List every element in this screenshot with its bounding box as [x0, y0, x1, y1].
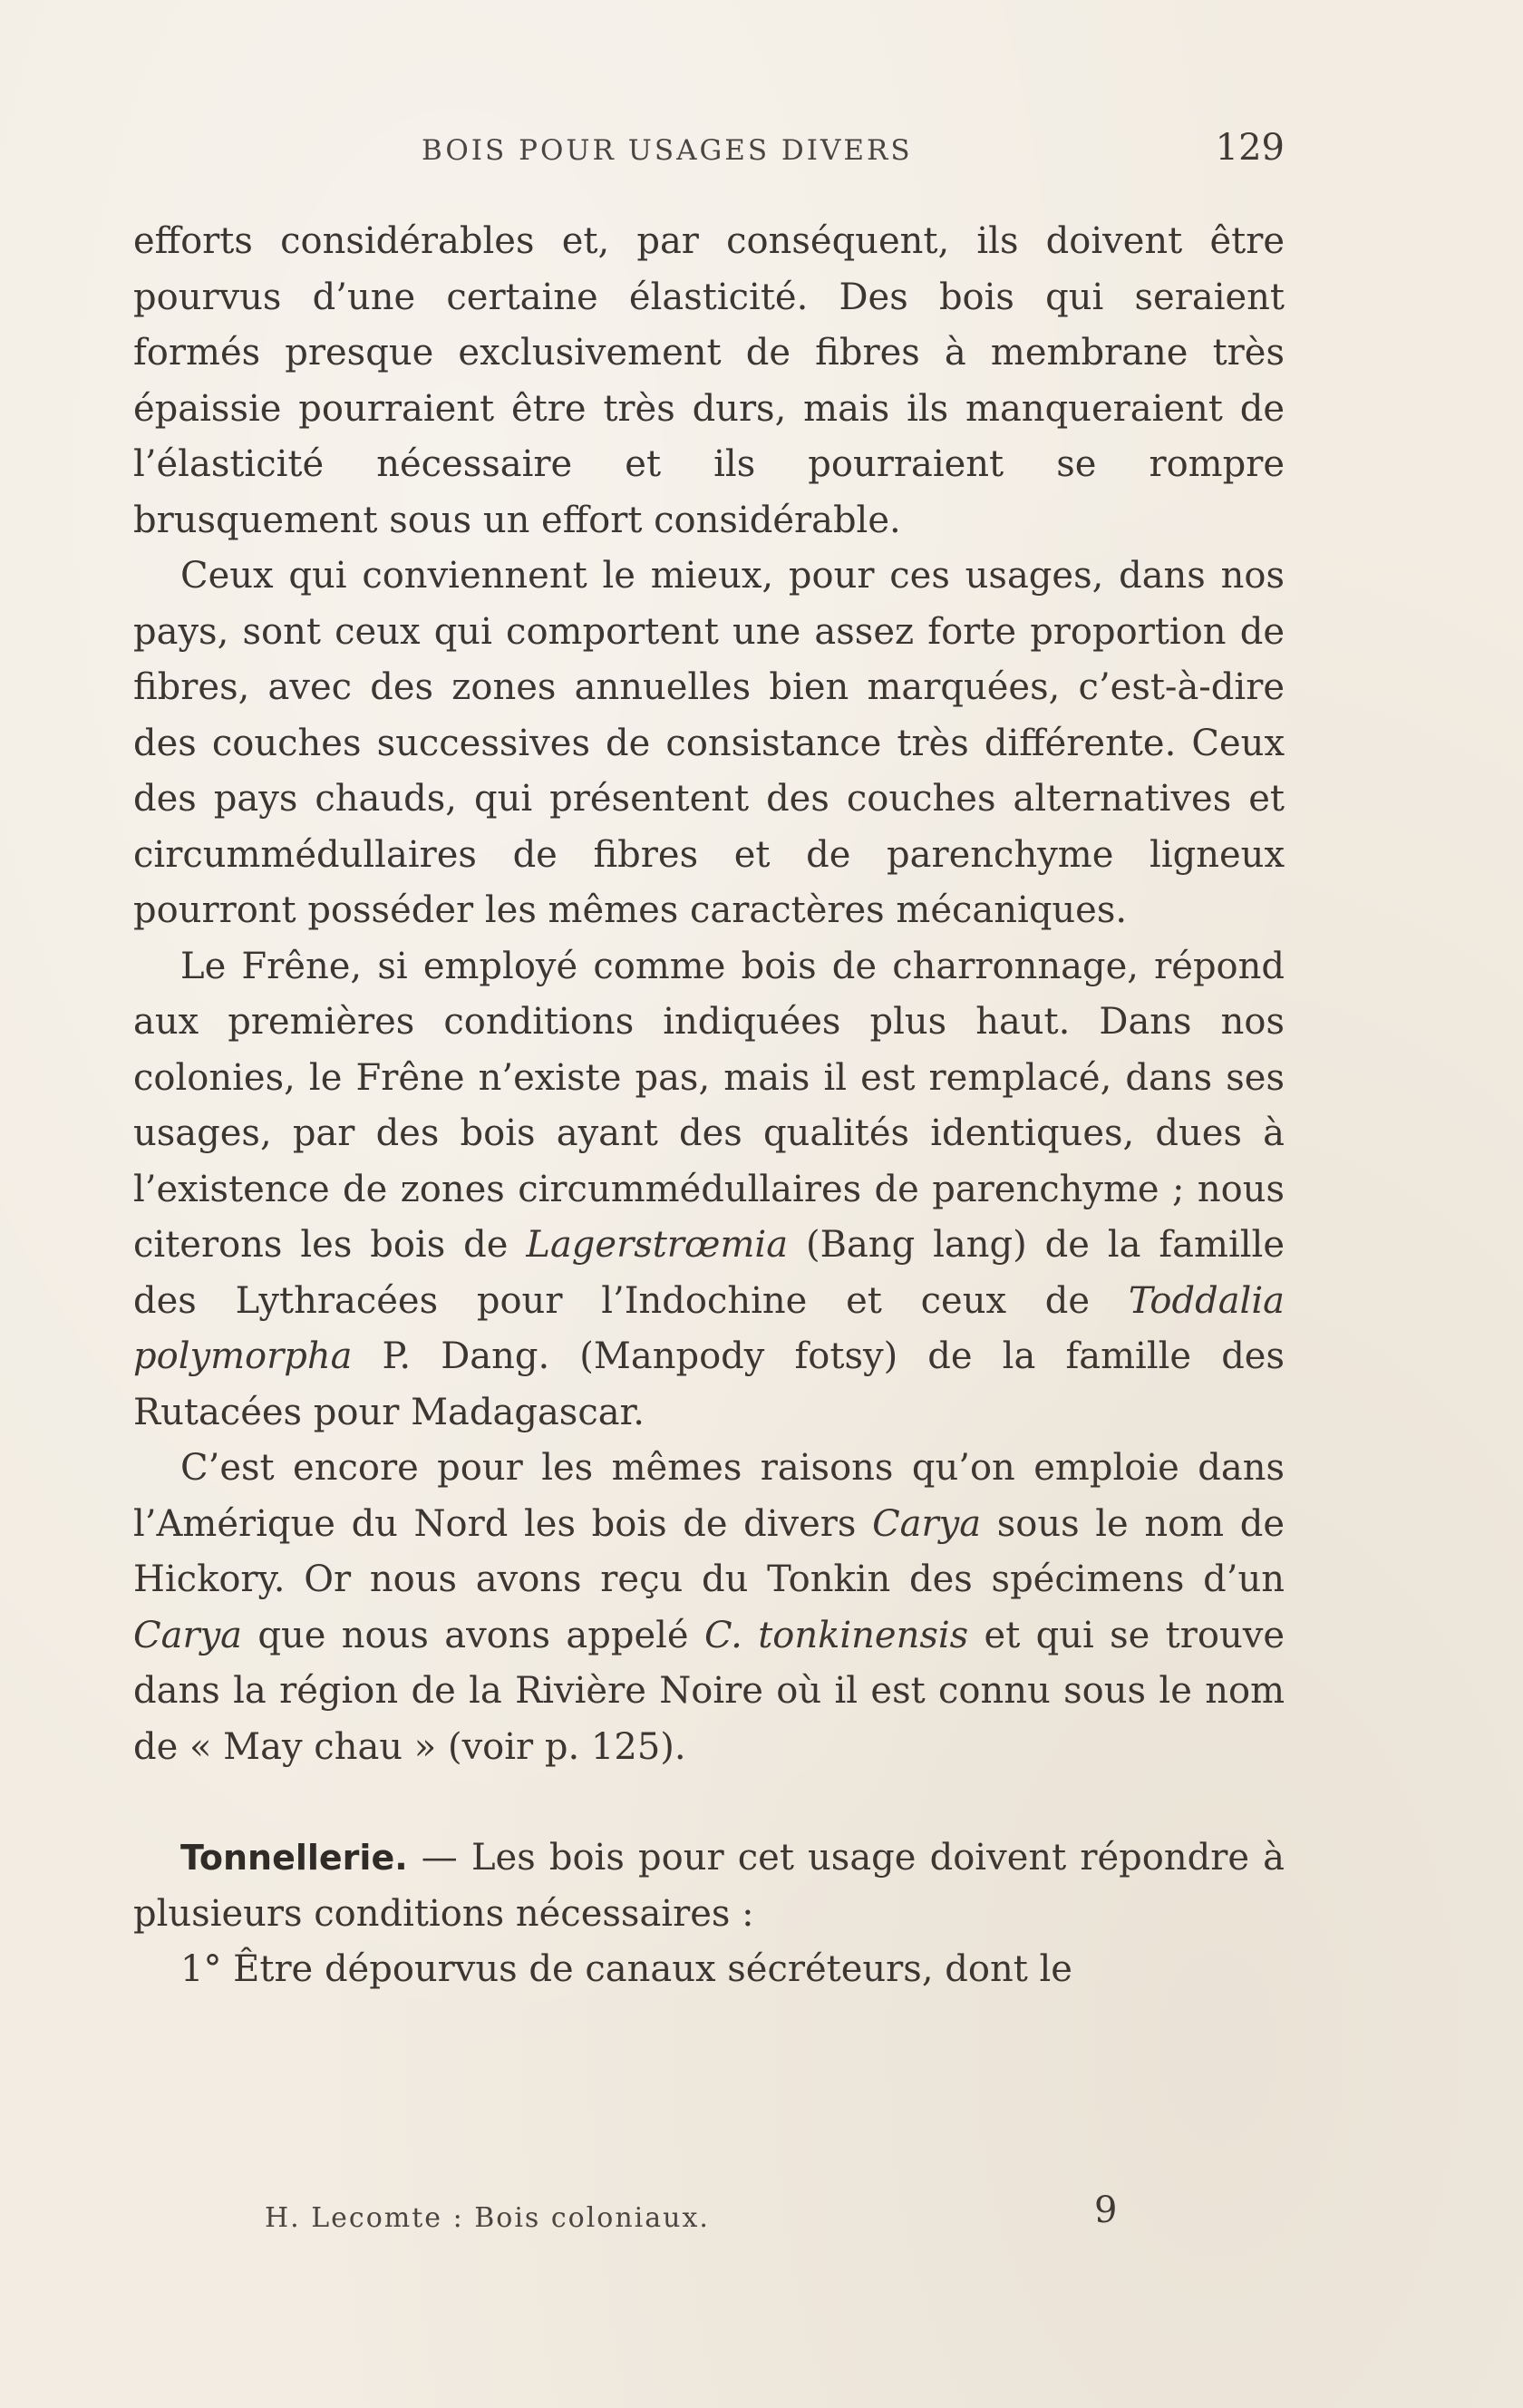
paragraph-5 [133, 1830, 1285, 1942]
paragraph-5-text: — Les bois pour cet usage doivent répondre à plusieurs conditions nécessaires : [133, 1837, 1285, 1935]
paragraph-3 [133, 939, 1285, 1442]
section-spacer [133, 1775, 1285, 1830]
footer-reference: H. Lecomte : Bois coloniaux. [265, 2202, 710, 2234]
paragraph-6: 1° Être dépourvus de canaux sécréteurs, dont le [180, 1948, 1072, 1990]
paragraph-4-text-a: C’est encore pour les mêmes raisons qu’on emploie dans l’Amérique du Nord les bois de divers [133, 1447, 1285, 1545]
paragraph-3-text-b: (Bang lang) de la famille des Lythracées pour l’Indochine et ceux de [133, 1224, 1285, 1322]
paragraph-4 [133, 1441, 1285, 1775]
page-header [133, 127, 1285, 181]
species-toddalia: Toddalia polymorpha [133, 1279, 1285, 1377]
paragraph-4-text-c: que nous avons appelé [242, 1614, 704, 1656]
section-title-tonnellerie: Tonnellerie. [180, 1838, 408, 1878]
paragraph-3-text-c: P. Dang. (Manpody fotsy) de la famille des Rutacées pour Madagascar. [133, 1335, 1285, 1433]
page-footer [133, 2190, 1285, 2244]
species-lagerstroemia: Lagerstrœmia [526, 1224, 789, 1266]
signature-number: 9 [1094, 2190, 1118, 2231]
paragraph-3-text-a: Le Frêne, si employé comme bois de charronnage, répond aux premières conditions indiquées plus haut. Dans nos colonies, le Frêne n’existe pas, mais il est remplacé, dans ses usages, par des bois ayant des qualités identiques, dues à l’existence de zones circummédullaires de parenchyme ; nous citerons les bois de [133, 945, 1285, 1266]
running-title: BOIS POUR USAGES DIVERS [422, 134, 913, 167]
species-carya-tonkinensis: C. tonkinensis [703, 1614, 969, 1656]
body-text [133, 214, 1285, 1998]
paragraph-2: Ceux qui conviennent le mieux, pour ces usages, dans nos pays, sont ceux qui comportent une assez forte proportion de fibres, avec des zones annuelles bien marquées, c’est-à-dire des couches successives de consistance très différente. Ceux des pays chauds, qui présentent des couches alternatives et circummédullaires de fibres et de parenchyme ligneux pourront posséder les mêmes caractères mécaniques. [133, 555, 1285, 931]
paragraph-4-text-b: sous le nom de Hickory. Or nous avons reçu du Tonkin des spécimens d’un [133, 1502, 1285, 1600]
paragraph-1: efforts considérables et, par conséquent, ils doivent être pourvus d’une certaine élasticité. Des bois qui seraient formés presque exclusivement de fibres à membrane très épaissie pourraient être très durs, mais ils manqueraient de l’élasticité nécessaire et ils pourraient se rompre brusquement sous un effort considérable. [133, 220, 1285, 541]
page-number: 129 [1215, 127, 1285, 169]
genus-carya: Carya [872, 1502, 982, 1545]
genus-carya-2: Carya [133, 1614, 243, 1656]
paragraph-4-text-d: et qui se trouve dans la région de la Rivière Noire où il est connu sous le nom de « May chau » (voir p. 125). [133, 1614, 1285, 1768]
